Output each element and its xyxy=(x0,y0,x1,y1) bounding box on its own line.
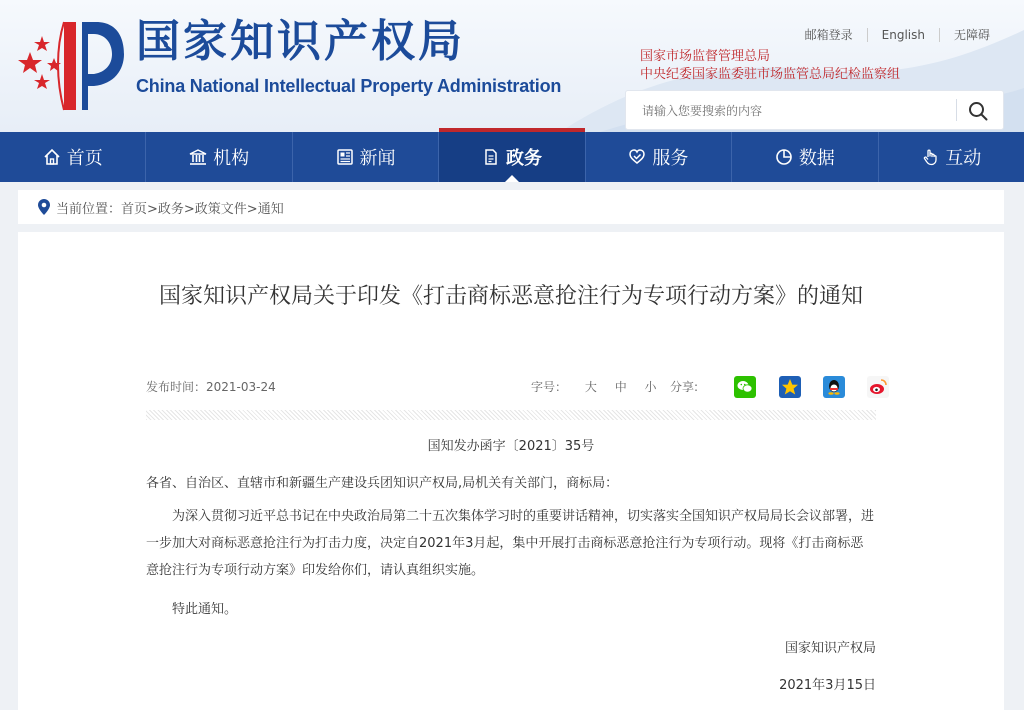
article-panel xyxy=(18,232,1004,710)
search-divider xyxy=(956,99,957,121)
mail-login-link[interactable]: 邮箱登录 xyxy=(804,28,853,42)
site-title-en: China National Intellectual Property Administration xyxy=(136,76,562,96)
nav-item-institution[interactable] xyxy=(146,132,292,182)
document-icon xyxy=(482,148,500,166)
document-number: 国知发办函字〔2021〕35号 xyxy=(427,439,595,454)
nav-label: 互动 xyxy=(945,148,982,169)
article-body xyxy=(146,432,876,699)
publish-label: 发布时间： xyxy=(146,380,207,394)
accessibility-link[interactable]: 无障碍 xyxy=(939,28,1004,42)
signature: 国家知识产权局 xyxy=(784,641,876,656)
nav-label: 机构 xyxy=(213,148,250,169)
publish-date xyxy=(146,378,276,395)
font-size-controls xyxy=(531,378,657,395)
body-paragraph: 为深入贯彻习近平总书记在中央政治局第二十五次集体学习时的重要讲话精神，切实落实全国知识产权局局长会议部署，进一步加大对商标恶意抢注行为打击力度，决定自2021年3月起，集中开展打击商标恶意抢注行为专项行动。现将《打击商标恶意抢注行为专项行动方案》印发给你们，请认真组织实施。 xyxy=(146,509,875,578)
weibo-icon[interactable] xyxy=(867,376,889,398)
article-title: 国家知识产权局关于印发《打击商标恶意抢注行为专项行动方案》的通知 xyxy=(158,284,863,309)
search-input[interactable] xyxy=(640,100,964,122)
service-icon xyxy=(628,148,646,166)
site-header xyxy=(0,0,1024,132)
nav-label: 新闻 xyxy=(359,148,396,169)
main-nav xyxy=(0,132,1024,182)
newspaper-icon xyxy=(336,148,354,166)
search-box xyxy=(626,91,1003,129)
nav-item-home[interactable] xyxy=(0,132,146,182)
nav-label: 数据 xyxy=(798,148,835,169)
top-links xyxy=(791,28,1004,42)
nav-label: 首页 xyxy=(66,148,103,169)
location-pin-icon xyxy=(38,199,50,215)
qq-icon[interactable] xyxy=(823,376,845,398)
sign-date: 2021年3月15日 xyxy=(779,678,876,693)
font-size-label: 字号： xyxy=(531,380,568,394)
nav-item-government-affairs[interactable] xyxy=(439,132,585,182)
closing-remark: 特此通知。 xyxy=(172,602,238,617)
pie-chart-icon xyxy=(775,148,793,166)
article-meta xyxy=(146,376,876,400)
font-size-small[interactable]: 小 xyxy=(644,380,657,394)
breadcrumb xyxy=(18,190,1004,224)
meta-divider xyxy=(146,410,876,420)
nav-item-news[interactable] xyxy=(293,132,439,182)
breadcrumb-prefix: 当前位置： xyxy=(56,201,122,217)
share-label: 分享: xyxy=(670,380,699,394)
org-line-2[interactable]: 中央纪委国家监委驻市场监管总局纪检监察组 xyxy=(640,67,901,82)
cnipa-emblem-icon xyxy=(16,18,128,114)
site-title-cn: 国家知识产权局 xyxy=(136,16,465,67)
recipients: 各省、自治区、直辖市和新疆生产建设兵团知识产权局,局机关有关部门，商标局： xyxy=(146,476,619,491)
english-link[interactable]: English xyxy=(867,28,939,42)
nav-item-interaction[interactable] xyxy=(879,132,1024,182)
nav-item-service[interactable] xyxy=(586,132,732,182)
org-line-1[interactable]: 国家市场监督管理总局 xyxy=(640,49,771,64)
supervising-orgs xyxy=(640,48,900,84)
nav-label: 政务 xyxy=(505,148,542,169)
wechat-icon[interactable] xyxy=(734,376,756,398)
home-icon xyxy=(43,148,61,166)
font-size-medium[interactable]: 中 xyxy=(614,380,627,394)
institution-icon xyxy=(189,148,207,166)
breadcrumb-path[interactable]: 首页>政务>政策文件>通知 xyxy=(121,201,284,217)
qzone-star-icon[interactable] xyxy=(779,376,801,398)
publish-date-value: 2021-03-24 xyxy=(206,380,276,394)
nav-label: 服务 xyxy=(652,148,689,169)
font-size-large[interactable]: 大 xyxy=(584,380,597,394)
hand-icon xyxy=(921,148,939,166)
search-icon[interactable] xyxy=(966,99,990,123)
nav-item-data[interactable] xyxy=(732,132,878,182)
